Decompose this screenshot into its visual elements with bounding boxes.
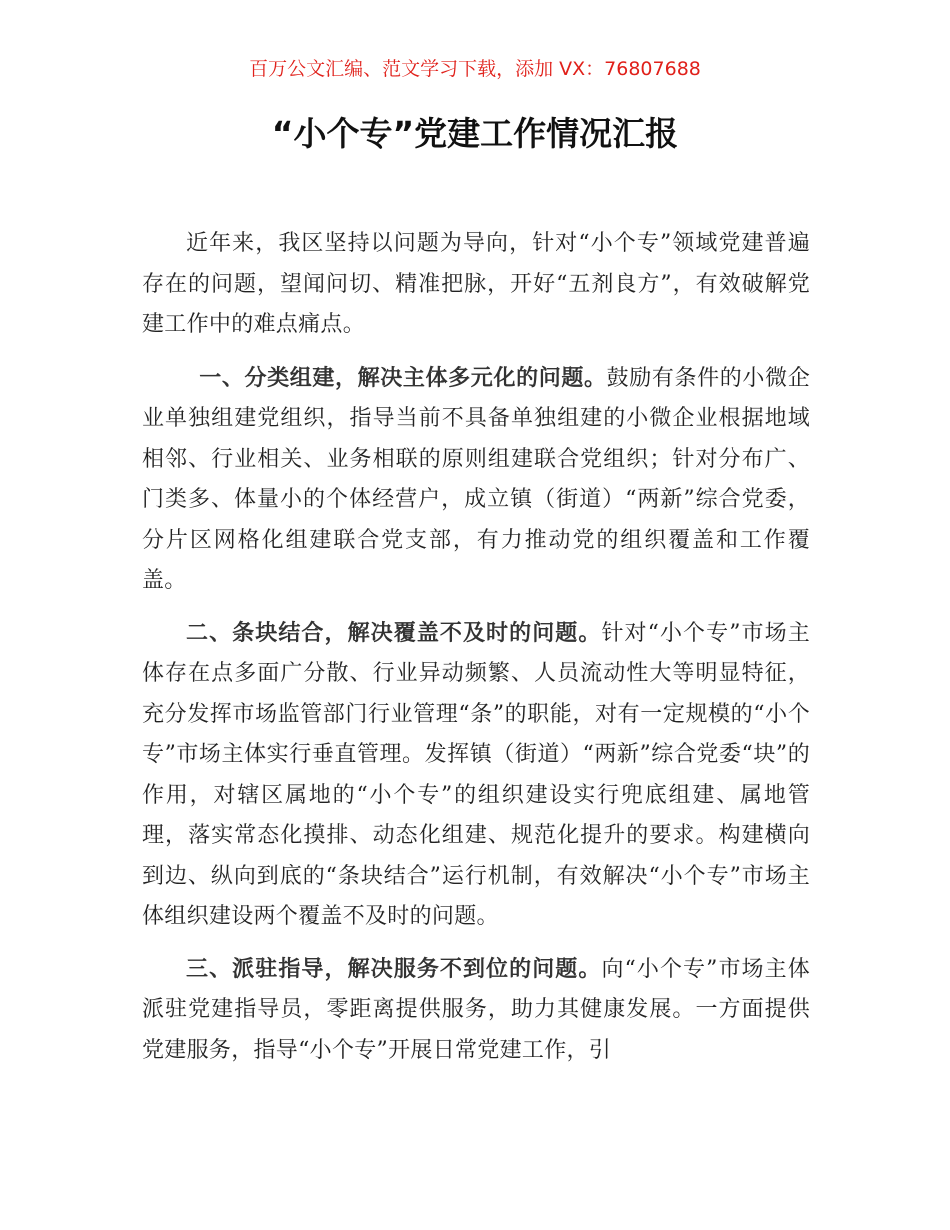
section-heading: 二、条块结合，解决覆盖不及时的问题。 (186, 620, 602, 646)
section-text: 针对“小个专”市场主体存在点多面广分散、行业异动频繁、人员流动性大等明显特征，充分发挥市场监管部门行业管理“条”的职能，对有一定规模的“小个专”市场主体实行垂直管理。发挥镇（街道）“两新”综合党委“块”的作用，对辖区属地的“小个专”的组织建设实行兜底组建、属地管理，落实常态化摸排、动态化组建、规范化提升的要求。构建横向到边、纵向到底的“条块结合”运行机制，有效解决“小个专”市场主体组织建设两个覆盖不及时的问题。 (142, 620, 810, 929)
section-paragraph (142, 614, 810, 938)
header-note: 百万公文汇编、范文学习下载，添加 VX：76807688 (249, 58, 701, 80)
intro-paragraph: 近年来，我区坚持以问题为导向，针对“小个专”领域党建普遍存在的问题，望闻问切、精准把脉，开好“五剂良方”，有效破解党建工作中的难点痛点。 (142, 231, 810, 337)
section-text: 向“小个专”市场主体派驻党建指导员，零距离提供服务，助力其健康发展。一方面提供党建服务，指导“小个专”开展日常党建工作，引 (142, 956, 810, 1063)
section-heading: 三、派驻指导，解决服务不到位的问题。 (186, 956, 602, 982)
document-body (142, 224, 810, 1083)
document-title: “小个专”党建工作情况汇报 (271, 114, 679, 153)
section-paragraph (142, 950, 810, 1072)
section-paragraph (142, 359, 810, 602)
section-heading: 一、分类组建，解决主体多元化的问题。 (199, 365, 607, 391)
section-text: 鼓励有条件的小微企业单独组建党组织，指导当前不具备单独组建的小微企业根据地域相邻、行业相关、业务相联的原则组建联合党组织；针对分布广、门类多、体量小的个体经营户，成立镇（街道）“两新”综合党委，分片区网格化组建联合党支部，有力推动党的组织覆盖和工作覆盖。 (142, 365, 811, 593)
